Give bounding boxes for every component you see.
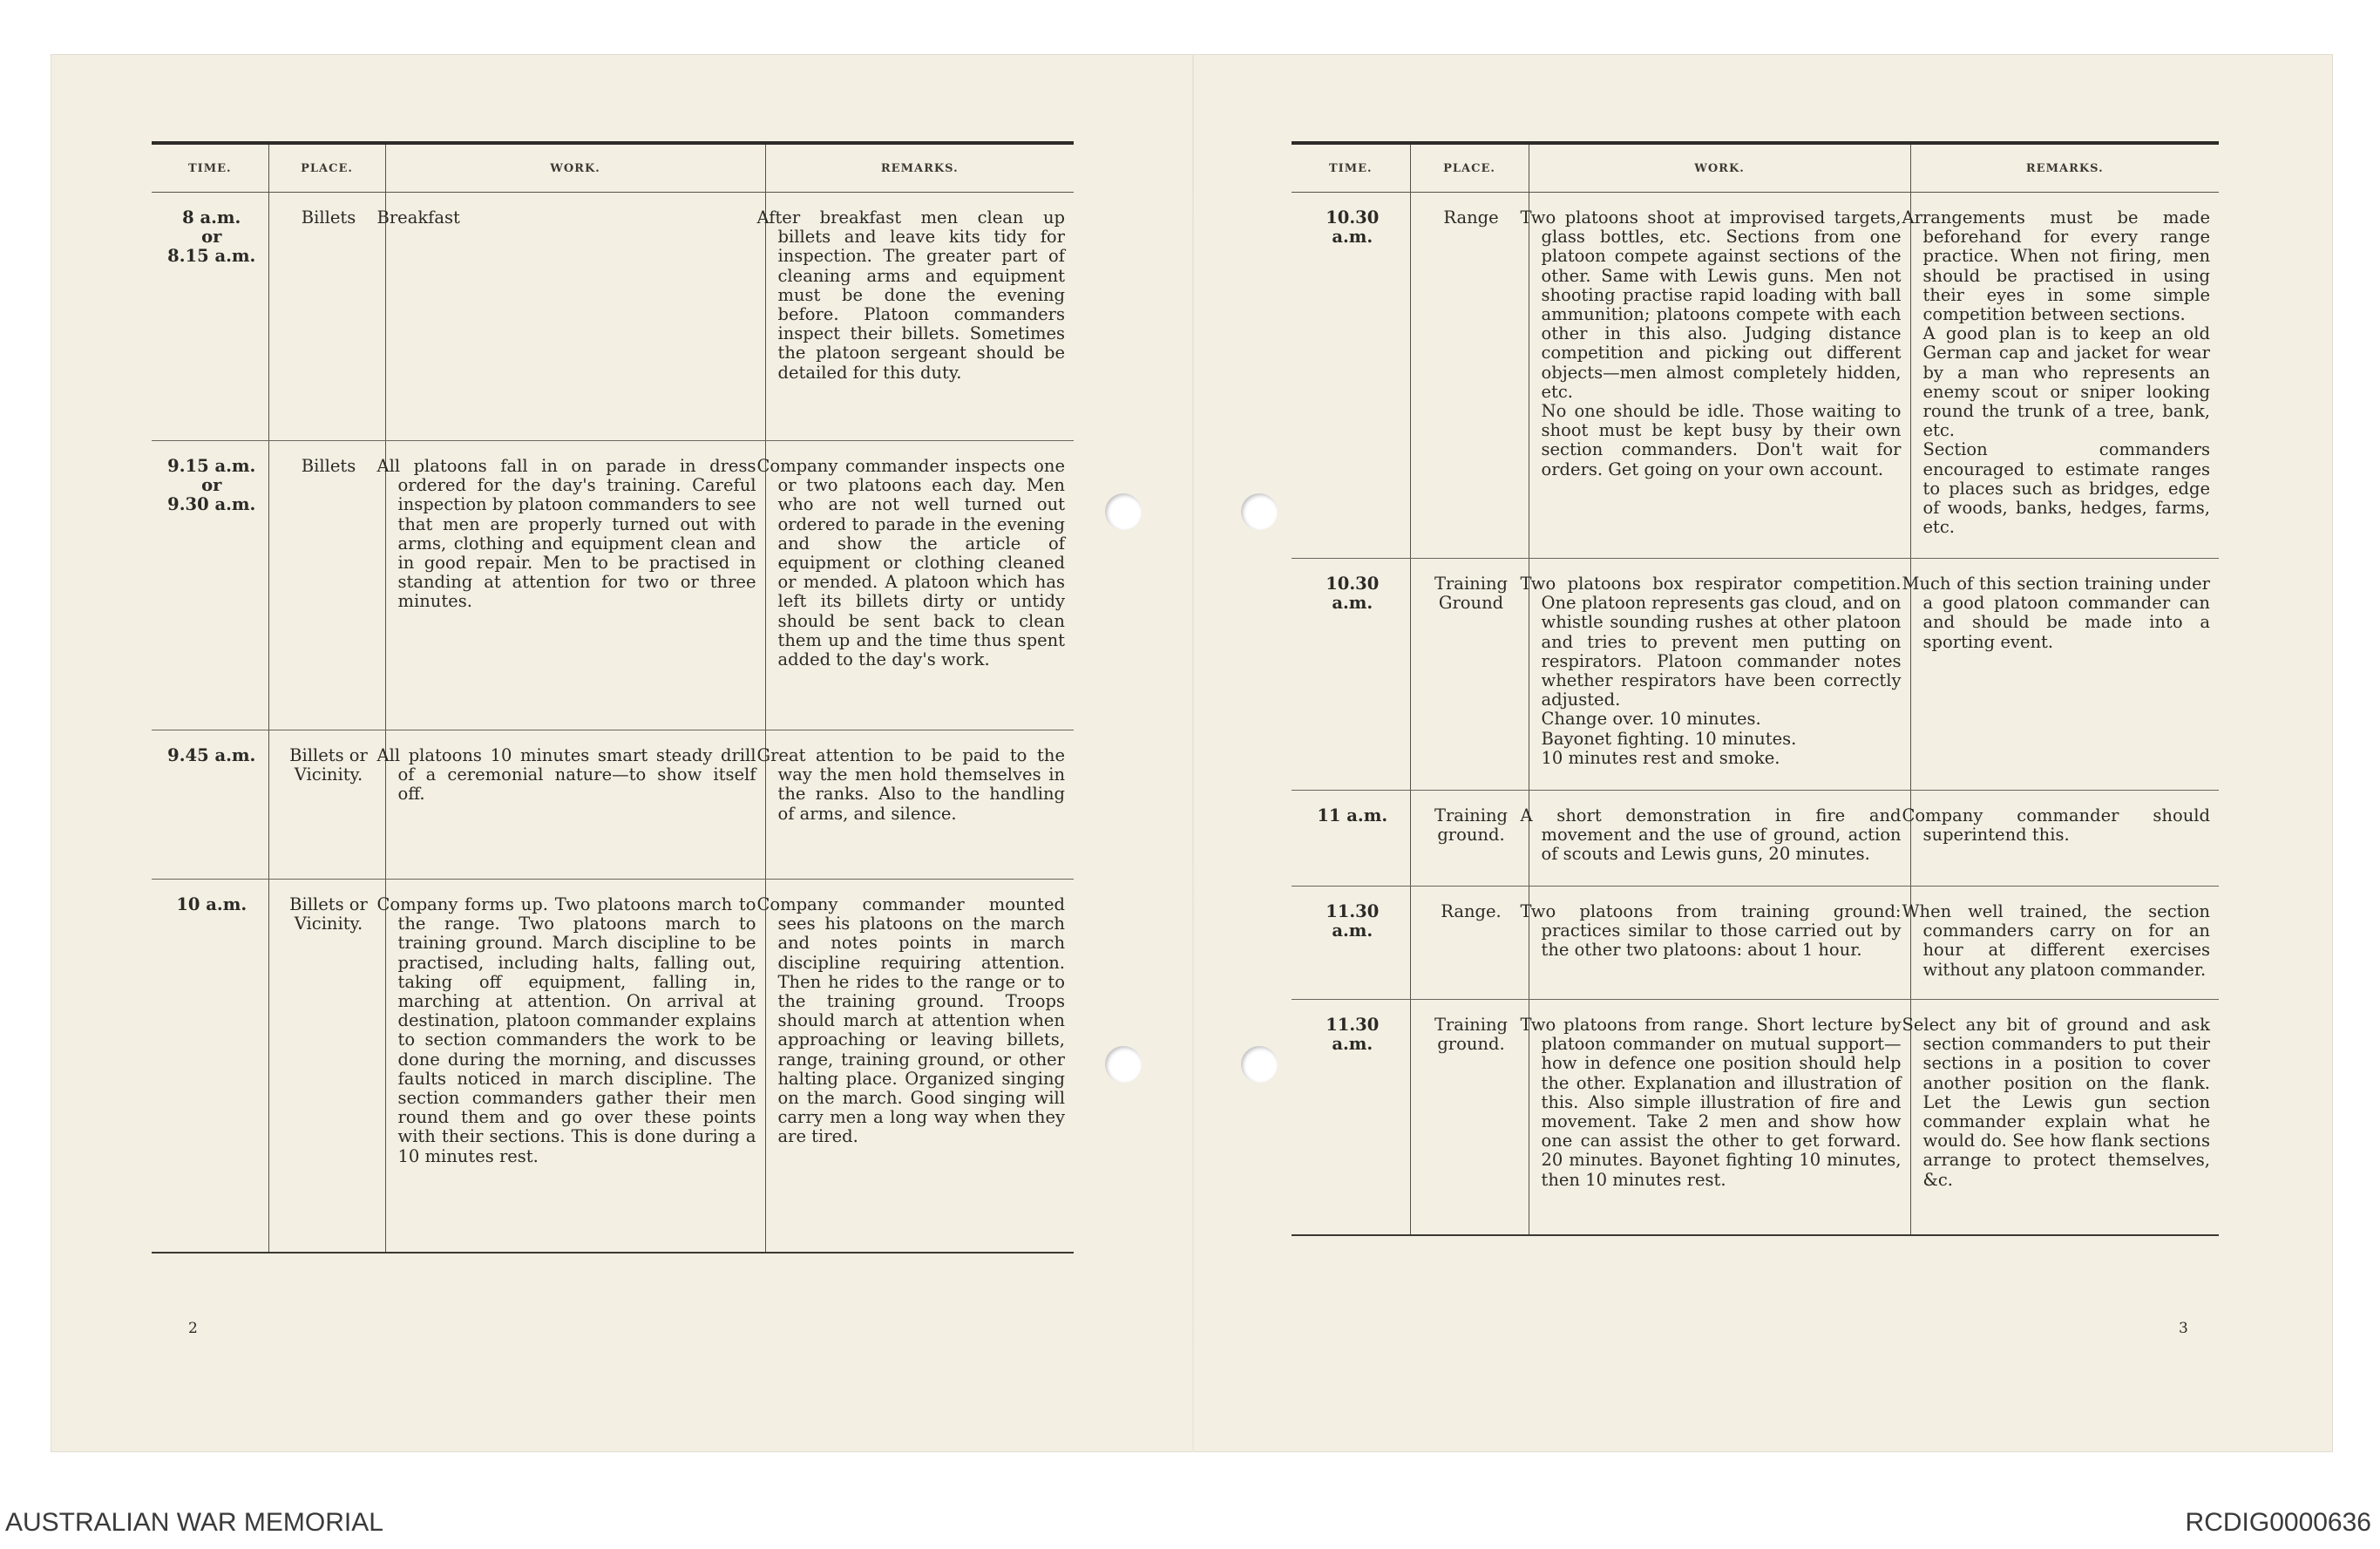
left-page: [152, 141, 1074, 1253]
column-header-remarks: REMARKS.: [1910, 143, 2219, 193]
time-cell: 11.30 a.m.: [1292, 887, 1410, 1000]
time-cell: 10.30 a.m.: [1292, 559, 1410, 791]
time-cell: 9.15 a.m. or 9.30 a.m.: [152, 441, 268, 730]
column-header-place: PLACE.: [268, 143, 385, 193]
table-row: [1292, 887, 2219, 1000]
remarks-cell: When well trained, the section commanders carry on for an hour at different exercises without any platoon commander.: [1910, 887, 2219, 1000]
place-cell: Range: [1410, 193, 1529, 559]
page-number-right: 3: [2179, 1320, 2188, 1337]
place-cell: Billets: [268, 441, 385, 730]
remarks-cell: Great attention to be paid to the way the men hold themselves in the ranks. Also to the handling of arms, and silence.: [765, 730, 1074, 880]
place-cell: Training ground.: [1410, 1000, 1529, 1235]
table-row: [152, 193, 1074, 441]
remarks-cell: Company commander should superintend this.: [1910, 791, 2219, 887]
remarks-cell: Company commander mounted sees his platoons on the march and notes points in march discipline requiring attention. Then he rides to the range or to the training ground. Troops should march at attention when approaching or leaving billets, range, training ground, or other halting place. Organized singing on the march. Good singing will carry men a long way when they are tired.: [765, 880, 1074, 1253]
place-cell: Training ground.: [1410, 791, 1529, 887]
column-header-work: WORK.: [385, 143, 765, 193]
work-cell: All platoons fall in on parade in dress ordered for the day's training. Careful inspection by platoon commanders to see that men are properly turned out with arms, clothing and equipment clean and in good repair. Men to be practised in standing at attention for two or three minutes.: [385, 441, 765, 730]
column-header-work: WORK.: [1529, 143, 1910, 193]
place-cell: Range.: [1410, 887, 1529, 1000]
table-row: [152, 441, 1074, 730]
archive-id: RCDIG0000636: [2185, 1508, 2371, 1537]
table-row: [1292, 791, 2219, 887]
time-cell: 10 a.m.: [176, 894, 247, 914]
table-row: [152, 880, 1074, 1253]
work-cell: Two platoons from range. Short lecture by platoon commander on mutual support—how in defence one position should help the other. Explanation and illustration of this. Also simple illustration of fire and movement. Take 2 men and show how one can assist the other to get forward. 20 minutes. Bayonet fighting 10 minutes, then 10 minutes rest.: [1529, 1000, 1910, 1235]
remarks-cell: Company commander inspects one or two platoons each day. Men who are not well turned out ordered to parade in the evening and show the article of equipment or clothing cleaned or mended. A platoon which has left its billets dirty or untidy should be sent back to clean them up and the time thus spent added to the day's work.: [765, 441, 1074, 730]
place-cell: Billets or Vicinity.: [268, 880, 385, 1253]
table-row: [1292, 193, 2219, 559]
work-cell: Two platoons shoot at improvised targets, glass bottles, etc. Sections from one platoon compete against sections of the other. Same with Lewis guns. Men not shooting practise rapid loading with ball ammunition; platoons compete with each other in this also. Judging distance competition and picking out different objects—men almost completely hidden, etc. No one should be idle. Those waiting to shoot must be kept busy by their own section commanders. Don't wait for orders. Get going on your own account.: [1529, 193, 1910, 559]
place-cell: Training Ground: [1410, 559, 1529, 791]
column-header-time: TIME.: [152, 143, 268, 193]
archive-caption: AUSTRALIAN WAR MEMORIAL: [5, 1508, 383, 1537]
punch-hole: [1241, 493, 1278, 530]
work-cell: A short demonstration in fire and movement and the use of ground, action of scouts and Lewis guns, 20 minutes.: [1529, 791, 1910, 887]
table-row: [1292, 1000, 2219, 1235]
punch-hole: [1105, 1046, 1142, 1083]
column-header-place: PLACE.: [1410, 143, 1529, 193]
work-cell: All platoons 10 minutes smart steady drill of a ceremonial nature—to show itself off.: [385, 730, 765, 880]
table-row: [152, 730, 1074, 880]
right-page: [1292, 141, 2219, 1236]
time-cell: 10.30 a.m.: [1292, 193, 1410, 559]
time-cell: 8 a.m. or 8.15 a.m.: [152, 193, 268, 441]
time-cell: 9.45 a.m.: [152, 730, 268, 880]
work-cell: Breakfast: [385, 193, 765, 441]
column-header-time: TIME.: [1292, 143, 1410, 193]
right-schedule-table: [1292, 141, 2219, 1236]
remarks-cell: After breakfast men clean up billets and leave kits tidy for inspection. The greater part of cleaning arms and equipment must be done the evening before. Platoon commanders inspect their billets. Sometimes the platoon sergeant should be detailed for this duty.: [765, 193, 1074, 441]
punch-hole: [1105, 493, 1142, 530]
remarks-cell: Much of this section training under a good platoon commander can and should be made into a sporting event.: [1910, 559, 2219, 791]
table-header-row: [152, 143, 1074, 193]
time-cell: 11 a.m.: [1292, 791, 1410, 887]
work-cell: Two platoons box respirator competition. One platoon represents gas cloud, and on whistle sounding rushes at other platoon and tries to prevent men putting on respirators. Platoon commander notes whether respirators have been correctly adjusted. Change over. 10 minutes. Bayonet fighting. 10 minutes. 10 minutes rest and smoke.: [1529, 559, 1910, 791]
left-schedule-table: [152, 141, 1074, 1253]
place-cell: Billets or Vicinity.: [268, 730, 385, 880]
work-cell: Two platoons from training ground: practices similar to those carried out by the other two platoons: about 1 hour.: [1529, 887, 1910, 1000]
table-header-row: [1292, 143, 2219, 193]
place-cell: Billets: [268, 193, 385, 441]
page-number-left: 2: [188, 1320, 198, 1337]
remarks-cell: Select any bit of ground and ask section commanders to put their sections in a position to cover another position on the flank. Let the Lewis gun section commander explain what he would do. See how flank sections arrange to protect themselves, &c.: [1910, 1000, 2219, 1235]
remarks-cell: Arrangements must be made beforehand for every range practice. When not firing, men should be practised in using their eyes in some simple competition between sections. A good plan is to keep an old German cap and jacket for wear by a man who represents an enemy scout or sniper looking round the trunk of a tree, bank, etc. Section commanders encouraged to estimate ranges to places such as bridges, edge of woods, banks, hedges, farms, etc.: [1910, 193, 2219, 559]
column-header-remarks: REMARKS.: [765, 143, 1074, 193]
punch-hole: [1241, 1046, 1278, 1083]
table-row: [1292, 559, 2219, 791]
time-cell: 11.30 a.m.: [1326, 1015, 1380, 1055]
work-cell: Company forms up. Two platoons march to the range. Two platoons march to training ground. March discipline to be practised, including halts, falling out, taking off equipment, falling in, marching at attention. On arrival at destination, platoon commander explains to section commanders the work to be done during the morning, and discusses faults noticed in march discipline. The section commanders gather their men round them and go over these points with their sections. This is done during a 10 minutes rest.: [385, 880, 765, 1253]
center-fold: [1192, 54, 1194, 1452]
